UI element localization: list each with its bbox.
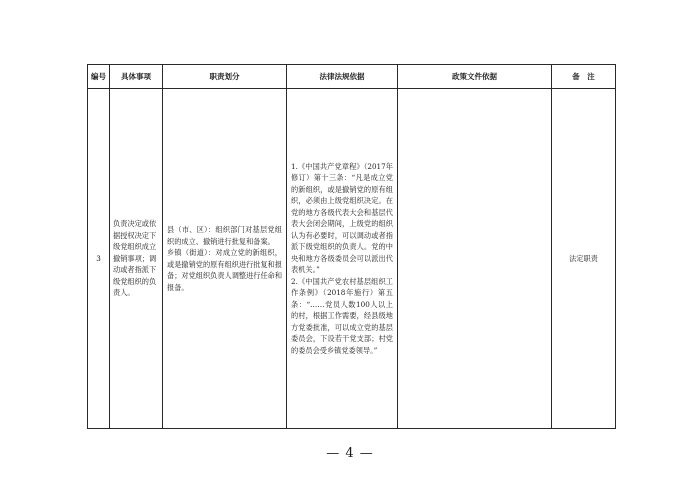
header-division: 职责划分	[163, 65, 287, 89]
division-township: 乡镇（街道）：对成立党的新组织，或是撤销党的原有组织进行批复和报备；对党组织负责人调整进行任命和报备。	[167, 248, 283, 292]
cell-matter: 负责决定或依据授权决定下级党组织成立撤销事项；调动或者指派下级党组织的负责人。	[110, 89, 163, 429]
cell-number: 3	[88, 89, 110, 429]
page-number: — 4 —	[326, 446, 374, 461]
table-row	[88, 89, 616, 429]
header-number: 编号	[88, 65, 110, 89]
responsibility-table	[87, 64, 616, 429]
header-remark: 备 注	[552, 65, 616, 89]
table-header-row	[88, 65, 616, 89]
cell-policy	[398, 89, 552, 429]
cell-division	[163, 89, 287, 429]
cell-remark: 法定职责	[552, 89, 616, 429]
division-county: 县（市、区）：组织部门对基层党组织的成立、撤销进行批复和备案。	[167, 225, 282, 246]
header-law: 法律法规依据	[287, 65, 398, 89]
header-matter: 具体事项	[110, 65, 163, 89]
law-text: 1.《中国共产党章程》（2017年修订）第十三条：“凡是成立党的新组织，或是撤销党的原有组织，必须由上级党组织决定。在党的地方各级代表大会和基层代表大会闭会期间，上级党的组织认为有必要时，可以调动或者指派下级党组织的负责人。党的中央和地方各级委员会可以派出代表机关。” 2.《中国共产党农村基层组织工作条例》（2018年施行）第五条：“……党员人数100人以上的村，根据工作需要，经县级地方党委批准，可以成立党的基层委员会，下设若干党支部；村党的委员会受乡镇党委领导。”	[291, 161, 393, 355]
cell-law	[287, 89, 398, 429]
header-policy: 政策文件依据	[398, 65, 552, 89]
